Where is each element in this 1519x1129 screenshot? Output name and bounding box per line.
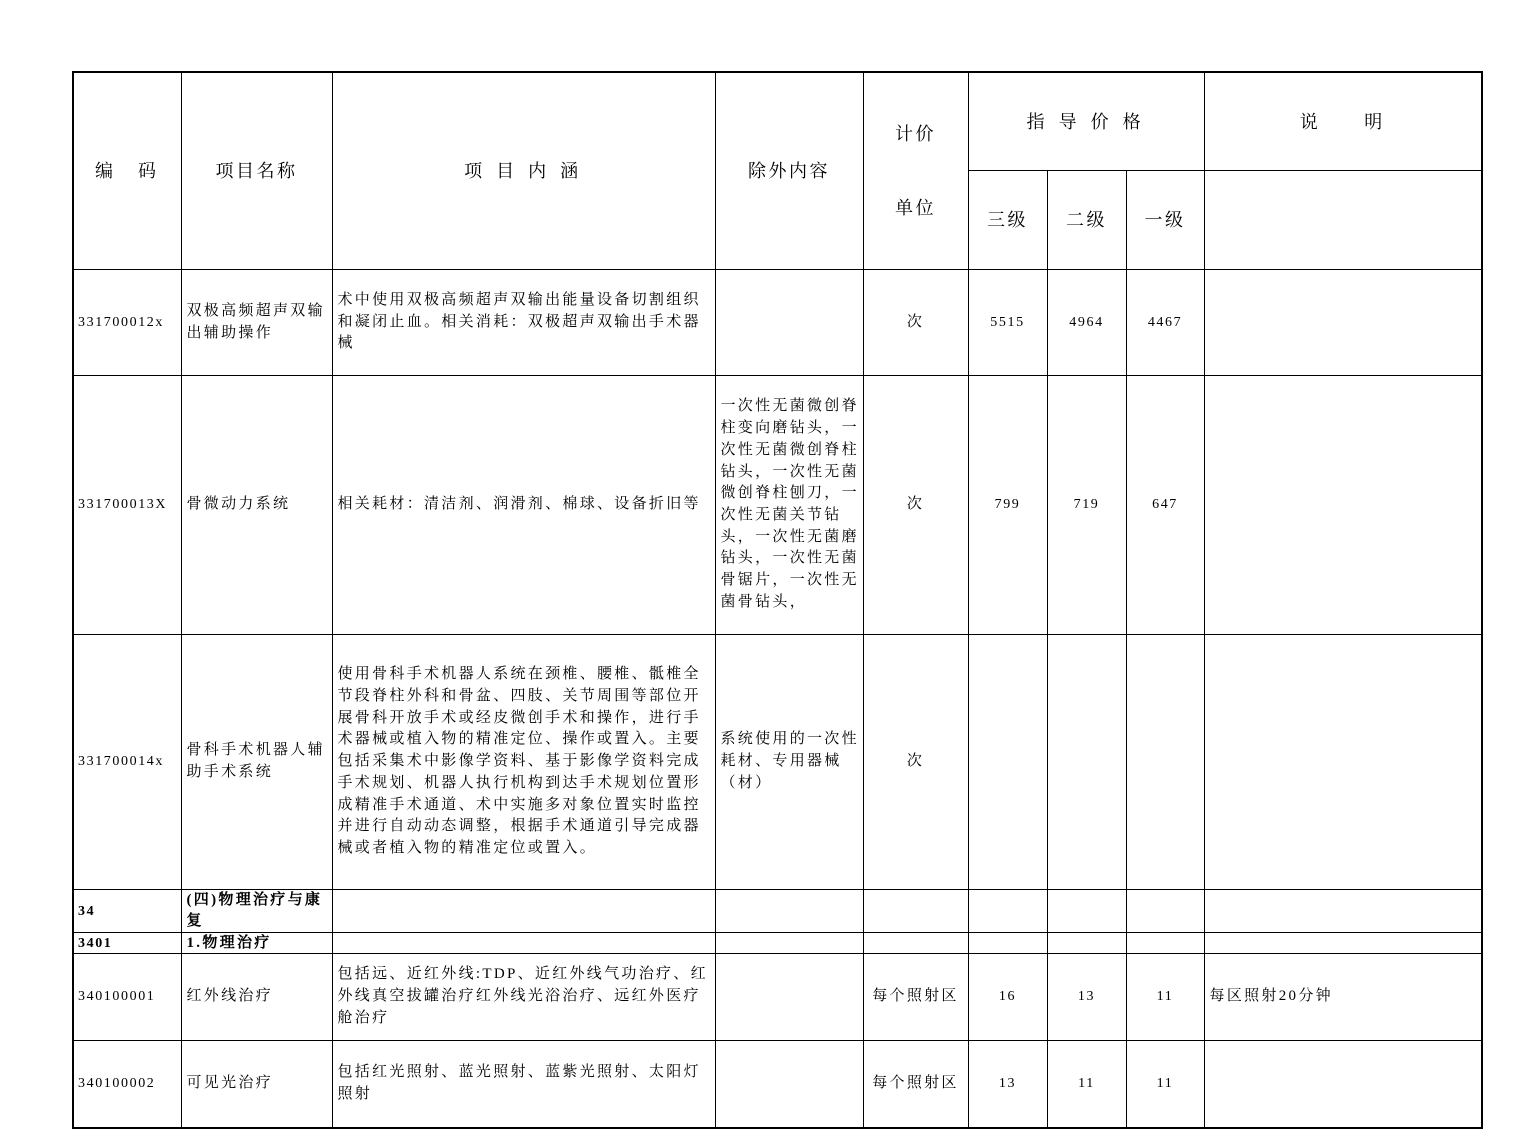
row-price-level-1: [1126, 890, 1204, 933]
row-item-name: 骨科手术机器人辅 助手术系统: [181, 635, 332, 890]
row-pricing-unit: 次: [863, 270, 968, 376]
row-code: 340100002: [73, 1041, 181, 1128]
row-price-level-1: [1126, 933, 1204, 954]
header-exclusions: 除外内容: [715, 72, 863, 270]
row-item-name: (四)物理治疗与康 复: [181, 890, 332, 933]
row-price-level-2: [1047, 635, 1126, 890]
row-code: 331700012x: [73, 270, 181, 376]
row-item-content: [332, 933, 715, 954]
row-pricing-unit: 次: [863, 635, 968, 890]
header-level-2: 二级: [1047, 171, 1126, 270]
table-row: [73, 635, 1482, 890]
row-code: 34: [73, 890, 181, 933]
row-price-level-1: 647: [1126, 376, 1204, 635]
row-pricing-unit: 每个照射区: [863, 1041, 968, 1128]
row-price-level-2: 4964: [1047, 270, 1126, 376]
row-exclusions: [715, 890, 863, 933]
row-notes: [1204, 376, 1482, 635]
table-row-section: [73, 890, 1482, 933]
row-item-content: 相关耗材：清洁剂、润滑剂、棉球、设备折旧等: [332, 376, 715, 635]
header-pricing-unit: [863, 72, 968, 270]
table-row: [73, 954, 1482, 1041]
row-item-name: 可见光治疗: [181, 1041, 332, 1128]
row-price-level-3: 5515: [968, 270, 1047, 376]
header-pricing-unit-line2: 单位: [895, 198, 936, 218]
row-pricing-unit: [863, 933, 968, 954]
table-row: [73, 376, 1482, 635]
row-code: 331700013X: [73, 376, 181, 635]
row-price-level-1: 11: [1126, 1041, 1204, 1128]
header-level-1: 一级: [1126, 171, 1204, 270]
header-notes-sub: [1204, 171, 1482, 270]
row-code: 340100001: [73, 954, 181, 1041]
row-exclusions: [715, 270, 863, 376]
row-exclusions: [715, 933, 863, 954]
row-notes: [1204, 933, 1482, 954]
header-notes: 说 明: [1204, 72, 1482, 171]
row-price-level-3: 16: [968, 954, 1047, 1041]
row-notes: [1204, 270, 1482, 376]
row-item-name: 红外线治疗: [181, 954, 332, 1041]
row-code: 331700014x: [73, 635, 181, 890]
header-pricing-unit-line1: 计价: [895, 124, 936, 144]
row-price-level-2: [1047, 890, 1126, 933]
row-price-level-2: 719: [1047, 376, 1126, 635]
row-pricing-unit: 每个照射区: [863, 954, 968, 1041]
price-table: [72, 71, 1483, 1129]
row-price-level-3: [968, 890, 1047, 933]
row-price-level-2: 11: [1047, 1041, 1126, 1128]
row-item-content: [332, 890, 715, 933]
table-header: [73, 72, 1482, 270]
row-item-name: 双极高频超声双输 出辅助操作: [181, 270, 332, 376]
row-price-level-1: 4467: [1126, 270, 1204, 376]
row-notes: [1204, 890, 1482, 933]
table-body: [73, 270, 1482, 1128]
table-row-subsection: [73, 933, 1482, 954]
header-item-name: 项目名称: [181, 72, 332, 270]
row-item-content: 术中使用双极高频超声双输出能量设备切割组织 和凝闭止血。相关消耗：双极超声双输出手术器 械: [332, 270, 715, 376]
row-price-level-3: [968, 635, 1047, 890]
row-price-level-2: [1047, 933, 1126, 954]
row-pricing-unit: [863, 890, 968, 933]
row-item-content: 包括远、近红外线:TDP、近红外线气功治疗、红 外线真空拔罐治疗红外线光浴治疗、远红外医疗 舱治疗: [332, 954, 715, 1041]
row-exclusions: [715, 1041, 863, 1128]
header-guide-price: 指 导 价 格: [968, 72, 1204, 171]
row-price-level-3: 13: [968, 1041, 1047, 1128]
table-row: [73, 270, 1482, 376]
row-item-content: 使用骨科手术机器人系统在颈椎、腰椎、骶椎全 节段脊柱外科和骨盆、四肢、关节周围等部位开 展骨科开放手术或经皮微创手术和操作，进行手 术器械或植入物的精准定位、操作或置入。主要 包括采集术中影像学资料、基于影像学资料完成 手术规划、机器人执行机构到达手术规划位置形 成精准手术通道、术中实施多对象位置实时监控 并进行自动动态调整，根据手术通道引导完成器 械或者植入物的精准定位或置入。: [332, 635, 715, 890]
row-exclusions: [715, 954, 863, 1041]
header-code: 编 码: [73, 72, 181, 270]
row-price-level-3: [968, 933, 1047, 954]
table-row: [73, 1041, 1482, 1128]
row-price-level-1: [1126, 635, 1204, 890]
header-row-top: [73, 72, 1482, 171]
row-exclusions: 系统使用的一次性 耗材、专用器械 （材）: [715, 635, 863, 890]
header-item-content: 项 目 内 涵: [332, 72, 715, 270]
row-notes: [1204, 1041, 1482, 1128]
row-item-name: 1.物理治疗: [181, 933, 332, 954]
row-code: 3401: [73, 933, 181, 954]
row-notes: 每区照射20分钟: [1204, 954, 1482, 1041]
row-pricing-unit: 次: [863, 376, 968, 635]
row-price-level-3: 799: [968, 376, 1047, 635]
row-item-name: 骨微动力系统: [181, 376, 332, 635]
row-notes: [1204, 635, 1482, 890]
row-price-level-1: 11: [1126, 954, 1204, 1041]
row-price-level-2: 13: [1047, 954, 1126, 1041]
row-item-content: 包括红光照射、蓝光照射、蓝紫光照射、太阳灯 照射: [332, 1041, 715, 1128]
header-level-3: 三级: [968, 171, 1047, 270]
row-exclusions: 一次性无菌微创脊 柱变向磨钻头，一 次性无菌微创脊柱 钻头，一次性无菌 微创脊柱刨刀，一 次性无菌关节钻 头，一次性无菌磨 钻头，一次性无菌 骨锯片，一次性无 菌骨钻头，: [715, 376, 863, 635]
